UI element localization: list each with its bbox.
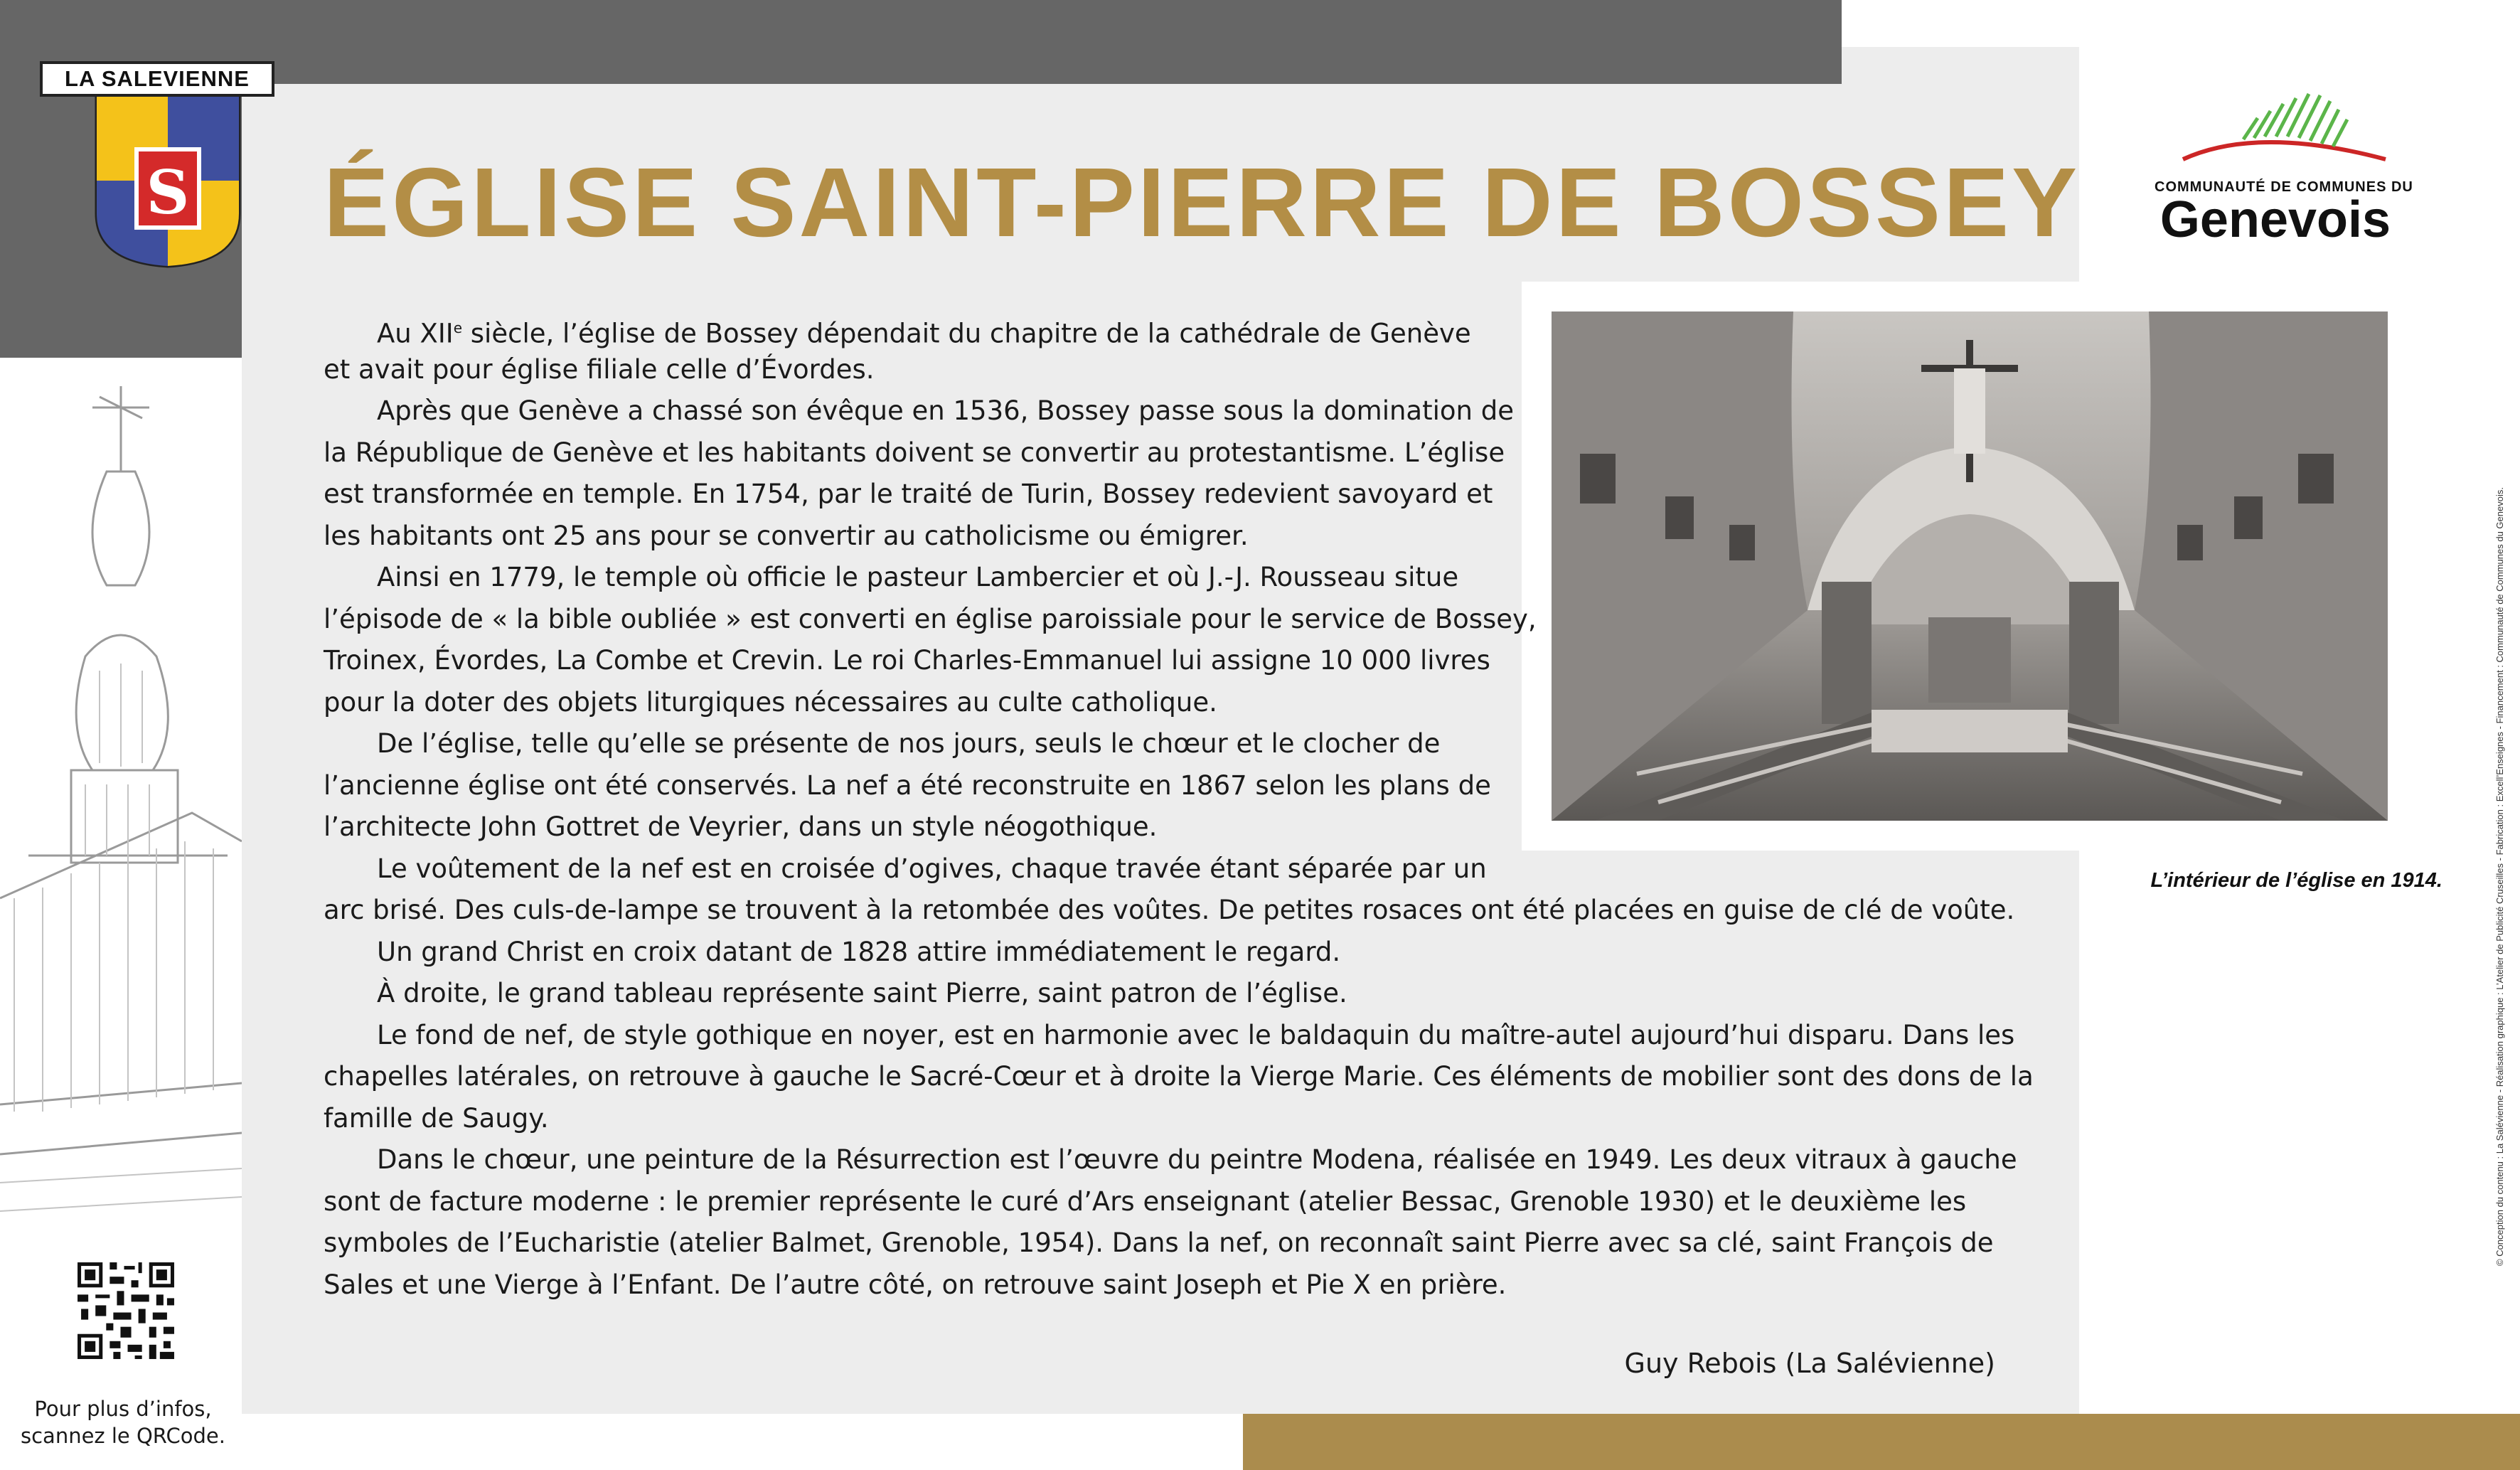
body-line-text: l’épisode de « la bible oubliée » est converti en église paroissiale pour le service de Bossey, — [324, 603, 1537, 634]
body-line-text: Le voûtement de la nef est en croisée d’ogives, chaque travée étant séparée par un — [377, 853, 1487, 884]
body-line-text: les habitants ont 25 ans pour se convertir au catholicisme ou émigrer. — [324, 520, 1249, 551]
body-line — [324, 599, 2034, 641]
salevienne-logo — [31, 61, 316, 275]
body-line-superscript: e — [453, 319, 463, 336]
body-line-text-rest: siècle, l’église de Bossey dépendait du chapitre de la cathédrale de Genève — [462, 318, 1471, 349]
body-line — [324, 932, 2034, 974]
body-line — [324, 973, 2034, 1015]
body-line-text: famille de Saugy. — [324, 1102, 549, 1134]
body-line — [324, 1181, 2034, 1223]
footer-gold-band — [1243, 1414, 2520, 1470]
body-text — [324, 307, 2034, 1306]
signature: Guy Rebois (La Salévienne) — [1624, 1348, 1995, 1379]
salevienne-banner: LA SALEVIENNE — [40, 61, 274, 97]
genevois-mountain-icon — [2151, 82, 2421, 182]
body-line-text: Dans le chœur, une peinture de la Résurrection est l’œuvre du peintre Modena, réalisée en 1949. Les deux vitraux à gauche — [377, 1144, 2017, 1175]
body-line-text: Au XII — [377, 318, 454, 349]
body-line-text: Troinex, Évordes, La Combe et Crevin. Le roi Charles-Emmanuel lui assigne 10 000 livres — [324, 645, 1490, 676]
body-line — [324, 474, 2034, 516]
body-line-text: arc brisé. Des culs-de-lampe se trouvent à la retombée des voûtes. De petites rosaces ont été placées en guise de clé de voûte. — [324, 895, 2015, 925]
body-line — [324, 1015, 2034, 1057]
body-line-text: Ainsi en 1779, le temple où officie le pasteur Lambercier et où J.-J. Rousseau situe — [377, 562, 1459, 592]
qr-text-line1: Pour plus d’infos, — [34, 1397, 212, 1421]
body-line-text: De l’église, telle qu’elle se présente de nos jours, seuls le chœur et le clocher de — [377, 728, 1441, 759]
body-line-text: Le fond de nef, de style gothique en noyer, est en harmonie avec le baldaquin du maître-autel aujourd’hui disparu. Dans les — [377, 1019, 2015, 1050]
body-line — [324, 557, 2034, 599]
body-line-text: Après que Genève a chassé son évêque en 1536, Bossey passe sous la domination de — [377, 395, 1514, 426]
body-line — [324, 390, 2034, 432]
genevois-label: COMMUNAUTÉ DE COMMUNES DU — [2155, 179, 2413, 195]
body-line — [324, 806, 2034, 848]
body-line — [324, 640, 2034, 682]
body-line-text: Un grand Christ en croix datant de 1828 attire immédiatement le regard. — [377, 936, 1341, 967]
body-line — [324, 1056, 2034, 1098]
body-line — [324, 1139, 2034, 1181]
body-line — [324, 682, 2034, 724]
body-line-text: l’architecte John Gottret de Veyrier, dans un style néogothique. — [324, 811, 1158, 842]
body-line-text: symboles de l’Eucharistie (atelier Balmet, Grenoble, 1954). Dans la nef, on reconnaît saint Pierre avec sa clé, saint François de — [324, 1227, 1994, 1258]
body-line — [324, 848, 2034, 890]
side-credit: © Conception du contenu : La Salévienne - Réalisation graphique : L’Atelier de Publicité Cruseilles - Fabrication : Excell’Enseignes - Financement : Communauté de Communes du Genevois. — [2494, 487, 2505, 1266]
qr-text-line2: scannez le QRCode. — [21, 1424, 225, 1448]
body-line-text: pour la doter des objets liturgiques nécessaires au culte catholique. — [324, 686, 1217, 718]
body-line-text: l’ancienne église ont été conservés. La nef a été reconstruite en 1867 selon les plans de — [324, 769, 1491, 801]
body-line — [324, 349, 2034, 391]
qr-instructions — [6, 1395, 240, 1449]
photo-caption: L’intérieur de l’église en 1914. — [2150, 869, 2442, 892]
page-title: ÉGLISE SAINT-PIERRE DE BOSSEY — [324, 148, 2081, 257]
body-line — [324, 516, 2034, 558]
genevois-name: Genevois — [2159, 191, 2391, 248]
body-line-text: Sales et une Vierge à l’Enfant. De l’autre côté, on retrouve saint Joseph et Pie X en prière. — [324, 1269, 1507, 1300]
body-line-text: et avait pour église filiale celle d’Évordes. — [324, 353, 875, 385]
svg-text:S: S — [146, 157, 190, 228]
text-panel-corner — [1842, 47, 2079, 90]
body-line-text: la République de Genève et les habitants doivent se convertir au protestantisme. L’église — [324, 437, 1505, 468]
body-line-text: chapelles latérales, on retrouve à gauche le Sacré-Cœur et à droite la Vierge Marie. Ces éléments de mobilier sont des dons de la — [324, 1061, 2034, 1092]
body-line — [324, 1223, 2034, 1264]
body-line — [324, 432, 2034, 474]
body-line-text: est transformée en temple. En 1754, par le traité de Turin, Bossey redevient savoyard et — [324, 479, 1493, 509]
salevienne-shield-icon — [92, 92, 243, 270]
body-line — [324, 723, 2034, 765]
body-line — [324, 1098, 2034, 1140]
body-line — [324, 307, 2034, 349]
body-line — [324, 765, 2034, 807]
body-line-text: À droite, le grand tableau représente saint Pierre, saint patron de l’église. — [377, 978, 1347, 1008]
body-line — [324, 890, 2034, 932]
qr-code-icon — [74, 1259, 178, 1363]
body-line — [324, 1264, 2034, 1306]
body-line-text: sont de facture moderne : le premier représente le curé d’Ars enseignant (atelier Bessac, Grenoble 1930) et le deuxième les — [324, 1186, 1967, 1217]
